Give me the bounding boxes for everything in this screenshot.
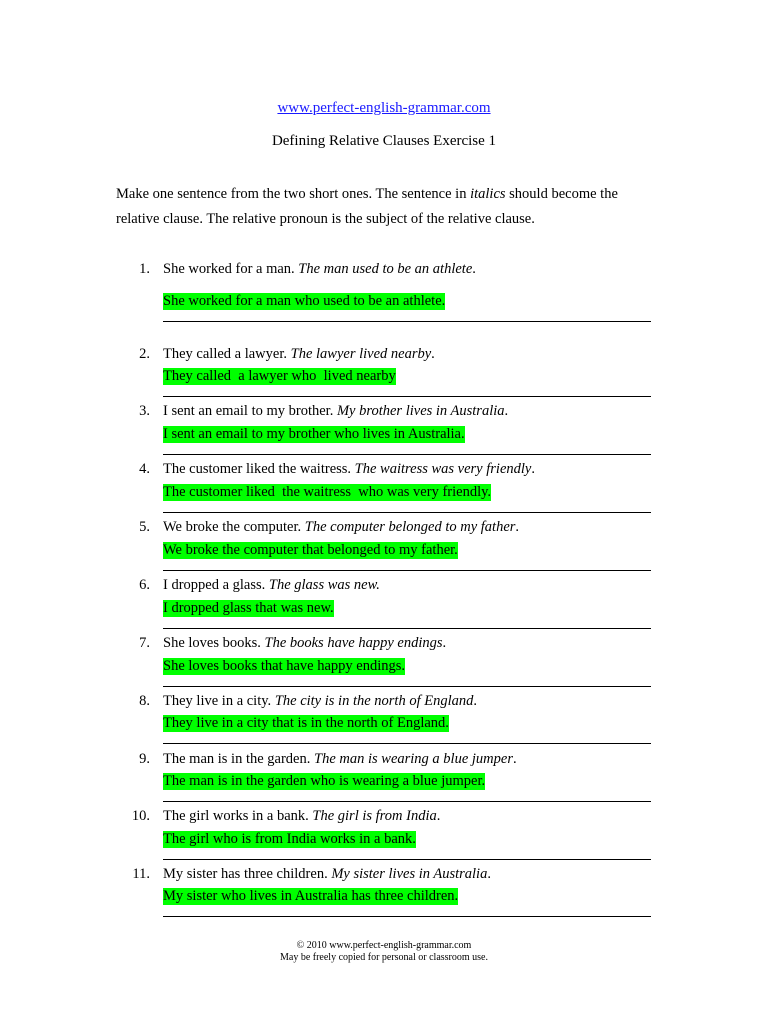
exercise-question xyxy=(163,460,535,478)
exercise-sentence: My sister has three children. xyxy=(163,866,328,882)
exercise-answer[interactable]: She worked for a man who used to be an athlete. xyxy=(163,293,446,309)
answer-line xyxy=(163,801,651,802)
exercise-clause: The glass was new. xyxy=(268,577,380,593)
exercise-clause: The books have happy endings xyxy=(264,635,443,651)
exercise-question xyxy=(163,576,380,594)
footer-copyright: © 2010 www.perfect-english-grammar.com xyxy=(296,940,472,951)
exercise-clause: My sister lives in Australia xyxy=(331,866,488,882)
exercise-clause: My brother lives in Australia xyxy=(336,403,505,419)
exercise-end: . xyxy=(531,461,535,477)
exercise-clause: The waitress was very friendly xyxy=(354,461,532,477)
exercise-answer[interactable]: They live in a city that is in the north of England. xyxy=(163,715,449,731)
answer-line xyxy=(163,512,651,513)
exercise-end: . xyxy=(515,519,520,535)
exercise-sentence: She loves books. xyxy=(163,635,261,651)
instructions-text-1: Make one sentence from the two short ones. The sentence in xyxy=(116,186,471,202)
answer-line xyxy=(163,916,651,917)
answer-line xyxy=(163,454,651,455)
answer-line xyxy=(163,859,651,860)
exercise-end: . xyxy=(431,346,435,362)
exercise-sentence: The customer liked the waitress. xyxy=(163,461,352,477)
exercise-clause: The computer belonged to my father xyxy=(304,519,516,535)
exercise-question xyxy=(163,692,477,710)
exercise-answer[interactable]: We broke the computer that belonged to my father. xyxy=(163,542,458,558)
instructions-text-2: should become the relative clause. The relative pronoun is the subject of the relative clause. xyxy=(116,186,618,227)
exercise-end: . xyxy=(512,751,517,767)
footer xyxy=(0,940,768,964)
footer-note: May be freely copied for personal or classroom use. xyxy=(280,952,488,963)
exercise-clause: The lawyer lived nearby xyxy=(290,346,432,362)
exercise-question xyxy=(163,402,508,420)
exercise-clause: The girl is from India xyxy=(312,808,437,824)
exercise-answer[interactable]: I sent an email to my brother who lives in Australia. xyxy=(163,426,465,442)
exercise-clause: The man used to be an athlete xyxy=(298,261,473,277)
exercise-end: . xyxy=(436,808,441,824)
exercise-end: . xyxy=(504,403,509,419)
exercise-number: 8. xyxy=(139,693,150,709)
exercise-number: 7. xyxy=(139,635,150,651)
exercise-number: 4. xyxy=(139,461,150,477)
exercise-number: 2. xyxy=(139,346,150,362)
exercise-question xyxy=(163,750,517,768)
exercise-answer[interactable]: I dropped glass that was new. xyxy=(163,600,334,616)
answer-line xyxy=(163,321,651,322)
exercise-answer[interactable]: She loves books that have happy endings. xyxy=(163,658,406,674)
exercise-number: 9. xyxy=(139,751,150,767)
exercise-sentence: I sent an email to my brother. xyxy=(163,403,334,419)
exercise-clause: The city is in the north of England xyxy=(274,693,474,709)
exercise-end: . xyxy=(442,635,447,651)
exercise-sentence: She worked for a man. xyxy=(163,261,295,277)
site-link[interactable]: www.perfect-english-grammar.com xyxy=(277,100,491,116)
exercise-answer[interactable]: The man is in the garden who is wearing a blue jumper. xyxy=(163,773,486,789)
instructions xyxy=(116,182,664,232)
exercise-question xyxy=(163,518,519,536)
exercise-number: 3. xyxy=(139,403,150,419)
exercise-end: . xyxy=(473,693,477,709)
exercise-answer[interactable]: My sister who lives in Australia has three children. xyxy=(163,888,459,904)
answer-line xyxy=(163,396,651,397)
exercise-number: 6. xyxy=(139,577,150,593)
exercise-question xyxy=(163,260,476,278)
exercise-end: . xyxy=(487,866,491,882)
answer-line xyxy=(163,570,651,571)
exercise-number: 10. xyxy=(131,808,150,824)
exercise-clause: The man is wearing a blue jumper xyxy=(314,751,513,767)
exercise-answer[interactable]: They called a lawyer who lived nearby xyxy=(163,368,396,384)
exercise-sentence: The girl works in a bank. xyxy=(163,808,309,824)
exercise-number: 5. xyxy=(139,519,150,535)
exercise-number: 11. xyxy=(132,866,150,882)
answer-line xyxy=(163,686,651,687)
exercise-answer[interactable]: The girl who is from India works in a bank. xyxy=(163,831,416,847)
exercise-answer[interactable]: The customer liked the waitress who was very friendly. xyxy=(163,484,492,500)
exercise-sentence: I dropped a glass. xyxy=(163,577,266,593)
exercise-sentence: They live in a city. xyxy=(163,693,272,709)
exercise-end: . xyxy=(472,261,476,277)
instructions-italic-word: italics xyxy=(470,186,506,202)
exercise-question xyxy=(163,634,446,652)
exercise-sentence: They called a lawyer. xyxy=(163,346,287,362)
page-title: Defining Relative Clauses Exercise 1 xyxy=(271,133,497,149)
exercise-sentence: We broke the computer. xyxy=(163,519,302,535)
exercise-question xyxy=(163,345,435,363)
answer-line xyxy=(163,628,651,629)
exercise-number: 1. xyxy=(139,261,150,277)
exercise-sentence: The man is in the garden. xyxy=(163,751,311,767)
answer-line xyxy=(163,743,651,744)
exercise-question xyxy=(163,865,491,883)
exercise-question xyxy=(163,807,440,825)
